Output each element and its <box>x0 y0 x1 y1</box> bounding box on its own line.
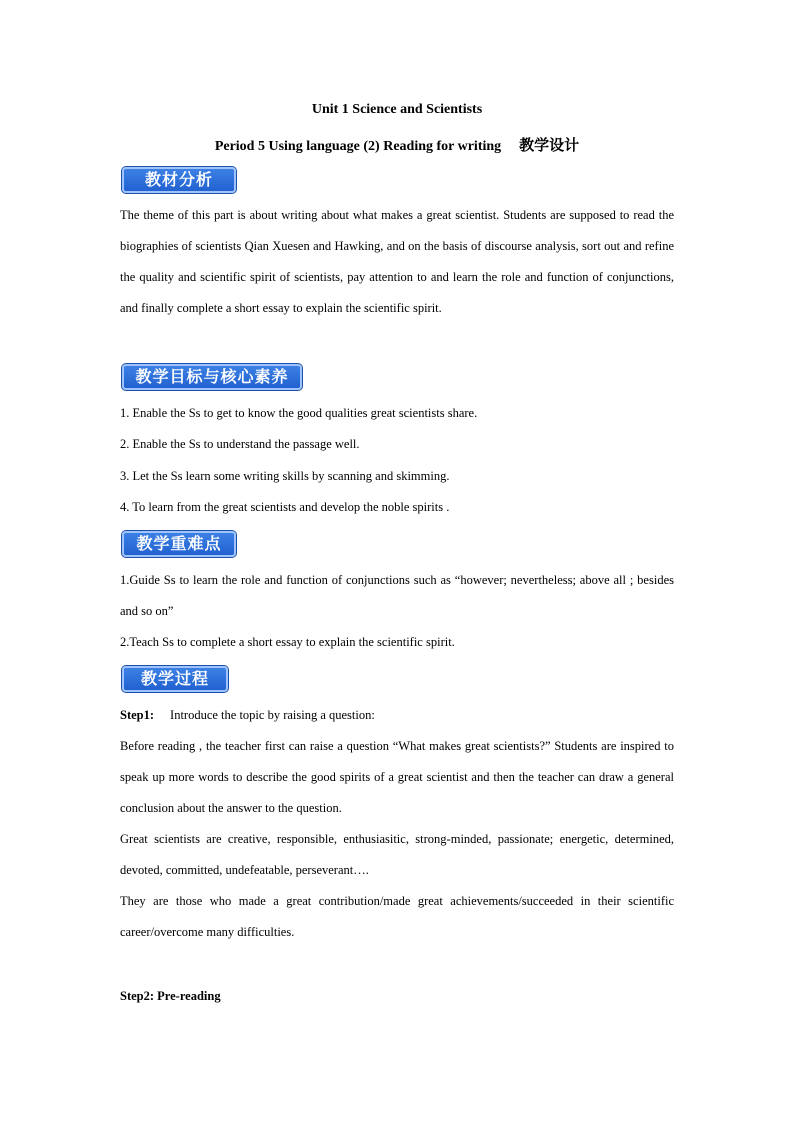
section-label-analysis: 教材分析 <box>122 167 236 193</box>
section-label-keypoints: 教学重难点 <box>122 531 236 557</box>
subtitle-chinese: 教学设计 <box>519 136 580 154</box>
section-label-process: 教学过程 <box>122 666 228 692</box>
document-title: Unit 1 Science and Scientists <box>311 102 483 117</box>
step1-paragraph-1: Before reading , the teacher first can raise a question “What makes great scientists?” Students are inspired to speak up more words to describe the good spirits of a great scientist and then the teacher can draw a general conclusion about the answer to the question. <box>120 739 674 815</box>
objective-item-1: 1. Enable the Ss to get to know the good qualities great scientists share. <box>120 406 478 420</box>
step1-paragraph-3: They are those who made a great contribution/made great achievements/succeeded in their scientific career/overcome many difficulties. <box>120 894 674 939</box>
section-label-objectives: 教学目标与核心素养 <box>122 364 302 390</box>
step2-heading: Step2: Pre-reading <box>120 989 221 1003</box>
document-subtitle <box>120 134 674 155</box>
keypoint-item-1: 1.Guide Ss to learn the role and function of conjunctions such as “however; nevertheless; above all ; besides and so on” <box>120 573 674 618</box>
keypoint-item-2: 2.Teach Ss to complete a short essay to explain the scientific spirit. <box>120 635 455 649</box>
step1-text: Introduce the topic by raising a question: <box>170 708 375 722</box>
objective-item-2: 2. Enable the Ss to understand the passage well. <box>120 437 360 451</box>
step1-paragraph-2: Great scientists are creative, responsible, enthusiasitic, strong-minded, passionate; energetic, determined, devoted, committed, undefeatable, perseverant…. <box>120 832 674 877</box>
objective-item-4: 4. To learn from the great scientists and develop the noble spirits . <box>120 500 450 514</box>
objective-item-3: 3. Let the Ss learn some writing skills by scanning and skimming. <box>120 469 450 483</box>
analysis-paragraph: The theme of this part is about writing about what makes a great scientist. Students are supposed to read the biographies of scientists Qian Xuesen and Hawking, and on the basis of discourse analysis, sort out and refine the quality and scientific spirit of scientists, pay attention to and learn the role and function of conjunctions, and finally complete a short essay to explain the scientific spirit. <box>120 208 674 315</box>
subtitle-english: Period 5 Using language (2) Reading for writing <box>214 139 502 154</box>
step1-label: Step1: <box>120 708 155 722</box>
step1-heading <box>120 705 674 725</box>
